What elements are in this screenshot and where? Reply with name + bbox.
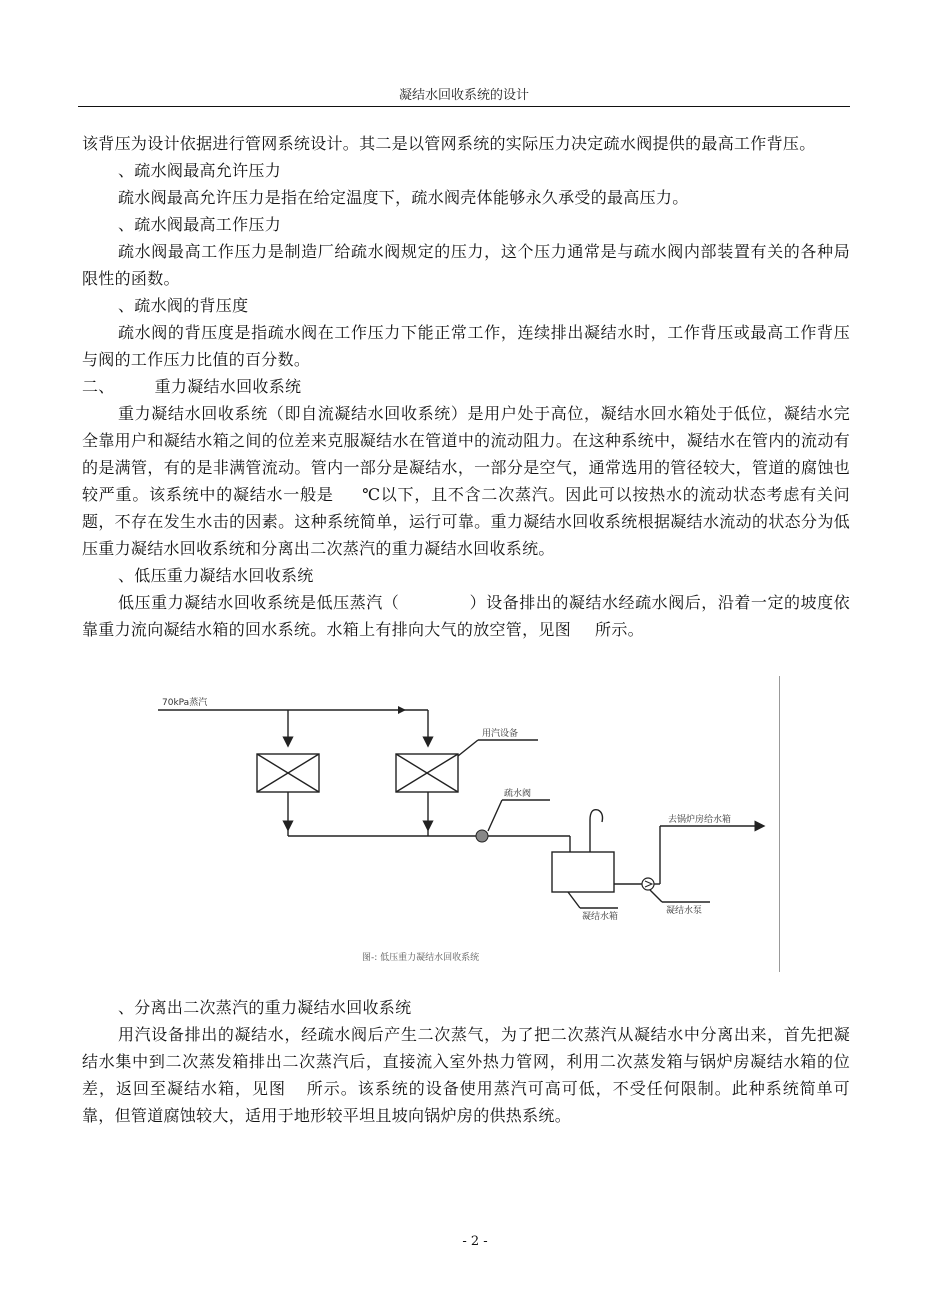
paragraph-backpressure-basis: 该背压为设计依据进行管网系统设计。其二是以管网系统的实际压力决定疏水阀提供的最高工作背压。 [82,134,816,153]
system-diagram [150,676,790,976]
label-trap: 疏水阀 [504,789,532,799]
heading-backpressure-degree: 、疏水阀的背压度 [118,296,249,315]
steam-trap-icon [476,830,488,842]
label-equipment: 用汽设备 [482,729,519,739]
label-tank: 凝结水箱 [582,912,619,922]
paragraph-max-working-pressure: 疏水阀最高工作压力是制造厂给疏水阀规定的压力，这个压力通常是与疏水阀内部装置有关的各种局限性的函数。 [82,242,850,288]
body-text-bottom [82,994,850,1129]
section-number: 二、 [82,377,115,396]
condensate-tank [552,852,614,892]
paragraph-backpressure-degree: 疏水阀的背压度是指疏水阀在工作压力下能正常工作，连续排出凝结水时，工作背压或最高工作背压与阀的工作压力比值的百分数。 [82,323,850,369]
page-header: 凝结水回收系统的设计 [398,88,529,103]
page-number: - 2 - [462,1234,488,1249]
section-title: 重力凝结水回收系统 [154,377,302,396]
figure-caption: 图-: 低压重力凝结水回收系统 [362,953,480,963]
body-text-top [82,130,850,643]
heading-secondary-steam-separation: 、分离出二次蒸汽的重力凝结水回收系统 [118,998,412,1017]
paragraph-low-pressure-gravity: 低压重力凝结水回收系统是低压蒸汽（ ）设备排出的凝结水经疏水阀后，沿着一定的坡度依靠重力流向凝结水箱的回水系统。水箱上有排向大气的放空管，见图 所示。 [82,593,850,639]
paragraph-gravity-system: 重力凝结水回收系统（即自流凝结水回收系统）是用户处于高位，凝结水回水箱处于低位，凝结水完全靠用户和凝结水箱之间的位差来克服凝结水在管道中的流动阻力。在这种系统中，凝结水在管内的流动有的是满管，有的是非满管流动。管内一部分是凝结水，一部分是空气，通常选用的管径较大，管道的腐蚀也较严重。该系统中的凝结水一般是 ℃以下，且不含二次蒸汽。因此可以按热水的流动状态考虑有关问题，不存在发生水击的因素。这种系统简单，运行可靠。重力凝结水回收系统根据凝结水流动的状态分为低压重力凝结水回收系统和分离出二次蒸汽的重力凝结水回收系统。 [82,404,850,558]
header-rule [78,106,850,107]
paragraph-max-allowable-pressure: 疏水阀最高允许压力是指在给定温度下，疏水阀壳体能够永久承受的最高压力。 [118,188,689,207]
heading-max-allowable-pressure: 、疏水阀最高允许压力 [118,161,282,180]
label-pump: 凝结水泵 [666,906,703,916]
section-heading-gravity-system [82,373,850,400]
label-to-boiler: 去锅炉房给水箱 [668,815,732,825]
heading-low-pressure-gravity: 、低压重力凝结水回收系统 [118,566,314,585]
heading-max-working-pressure: 、疏水阀最高工作压力 [118,215,282,234]
label-steam: 70kPa蒸汽 [162,698,208,708]
paragraph-secondary-steam-separation: 用汽设备排出的凝结水，经疏水阀后产生二次蒸气，为了把二次蒸汽从凝结水中分离出来，首先把凝结水集中到二次蒸发箱排出二次蒸汽后，直接流入室外热力管网，利用二次蒸发箱与锅炉房凝结水箱的位差，返回至凝结水箱，见图 所示。该系统的设备使用蒸汽可高可低，不受任何限制。此种系统简单可靠，但管道腐蚀较大，适用于地形较平坦且坡向锅炉房的供热系统。 [82,1025,850,1125]
